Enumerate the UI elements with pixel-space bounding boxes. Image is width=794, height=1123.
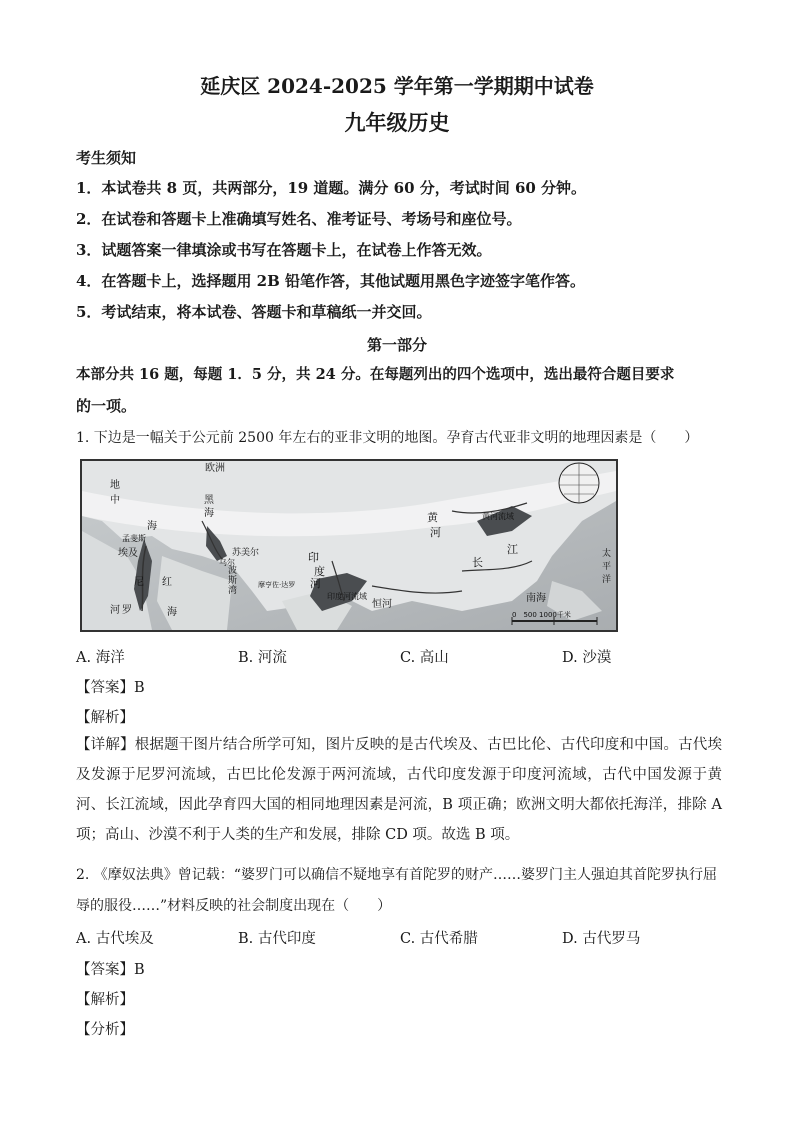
label-sumer: 苏美尔 — [232, 548, 260, 558]
label-hong: 红 — [162, 577, 172, 588]
question-2-stem-cont: 辱的服役……”材料反映的社会制度出现在（ ） — [76, 898, 392, 914]
label-hai3: 海 — [167, 607, 177, 618]
q2-option-c: C. 古代希腊 — [400, 931, 478, 947]
question-2-stem: 2. 《摩奴法典》曾记载：“婆罗门可以确信不疑地享有首陀罗的财产……婆罗门主人强迫其首陀罗执行屈 — [76, 867, 717, 883]
notice-item: 3．试题答案一律填涂或书写在答题卡上，在试卷上作答无效。 — [76, 241, 492, 259]
notice-item: 1．本试卷共 8 页，共两部分，19 道题。满分 60 分，考试时间 60 分钟。 — [76, 179, 587, 197]
q1-option-c: C. 高山 — [400, 650, 449, 666]
label-zhong: 中 — [110, 495, 120, 506]
q2-option-d: D. 古代罗马 — [562, 931, 641, 947]
label-nanhai: 南海 — [526, 593, 546, 604]
label-huang: 黄 — [427, 511, 438, 524]
q2-analysis-sub: 【分析】 — [76, 1022, 134, 1038]
label-he2: 河 — [310, 577, 321, 590]
label-di: 地 — [110, 480, 120, 491]
part-instruction: 本部分共 16 题，每题 1．5 分，共 24 分。在每题列出的四个选项中，选出最符合题目要求 — [76, 366, 675, 383]
notice-item: 5．考试结束，将本试卷、答题卡和草稿纸一并交回。 — [76, 303, 432, 321]
part-heading: 第一部分 — [366, 336, 427, 354]
label-indus-basin: 印度河流域 — [327, 592, 367, 601]
label-bosi: 波 — [228, 566, 238, 576]
q1-answer: 【答案】B — [76, 680, 145, 696]
q1-option-b: B. 河流 — [238, 650, 287, 666]
q2-option-a: A. 古代埃及 — [76, 931, 154, 947]
label-mohenjo: 摩亨佐·达罗 — [258, 581, 296, 589]
q2-analysis-heading: 【解析】 — [76, 992, 134, 1008]
exam-subtitle: 九年级历史 — [344, 110, 450, 135]
label-europe: 欧洲 — [205, 463, 225, 474]
exam-title: 延庆区 2024-2025 学年第一学期期中试卷 — [200, 74, 594, 98]
q1-option-a: A. 海洋 — [76, 650, 125, 666]
q1-analysis-heading: 【解析】 — [76, 710, 134, 726]
label-jiang: 江 — [507, 543, 518, 556]
label-egypt: 埃及 — [118, 548, 138, 559]
label-chang: 长 — [472, 556, 483, 569]
label-si: 斯 — [228, 576, 238, 586]
label-ur: 乌尔 — [219, 558, 235, 567]
notice-item: 4．在答题卡上，选择题用 2B 铅笔作答，其他试题用黑色字迹签字笔作答。 — [76, 272, 585, 290]
label-tai: 太 — [602, 549, 612, 559]
map-scale: 0 500 1000千米 — [512, 611, 571, 619]
q1-detail: 【详解】根据题干图片结合所学可知，图片反映的是古代埃及、古巴比伦、古代印度和中国。古代埃及发源于尼罗河流域，古巴比伦发源于两河流域，古代印度发源于印度河流域，古代中国发源于黄河、长江流域，因此孕育四大国的相同地理因素是河流，B 项正确；欧洲文明大都依托海洋，排除 A 项；高山、沙漠不利于人类的生产和发展，排除 CD 项。故选 B 项。 — [76, 737, 722, 843]
label-he: 河 — [110, 605, 120, 616]
question-1-stem: 1. 下边是一幅关于公元前 2500 年左右的亚非文明的地图。孕育古代亚非文明的地理因素是（ ） — [76, 430, 699, 446]
q2-option-b: B. 古代印度 — [238, 931, 316, 947]
label-yin: 印 — [308, 551, 319, 564]
label-yang: 洋 — [602, 575, 612, 585]
label-hei: 黑 — [204, 495, 214, 506]
label-memphis: 孟斐斯 — [122, 534, 146, 543]
label-wan: 湾 — [228, 586, 238, 596]
label-ping: 平 — [602, 562, 612, 572]
q1-option-d: D. 沙漠 — [562, 650, 612, 666]
label-ni: 尼 — [134, 577, 144, 588]
ancient-civilizations-map — [80, 459, 618, 632]
notice-heading: 考生须知 — [76, 149, 137, 167]
label-hai2: 海 — [204, 508, 214, 519]
label-he3: 河 — [430, 526, 441, 539]
label-ganges: 恒河 — [372, 599, 392, 610]
label-du: 度 — [314, 565, 325, 578]
label-hai: 海 — [147, 521, 157, 532]
q2-answer: 【答案】B — [76, 962, 145, 978]
notice-item: 2．在试卷和答题卡上准确填写姓名、准考证号、考场号和座位号。 — [76, 210, 522, 228]
label-luo: 罗 — [122, 605, 132, 616]
label-yellow-basin: 黄河流域 — [482, 512, 514, 521]
part-instruction-cont: 的一项。 — [76, 397, 137, 415]
